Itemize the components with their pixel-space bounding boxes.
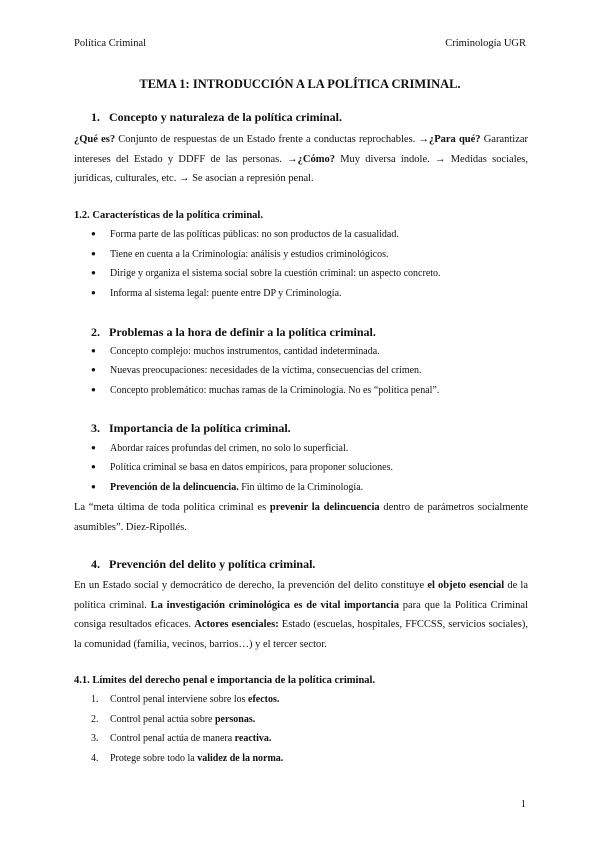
- list-item: [91, 288, 342, 299]
- section-title: Problemas a la hora de definir a la política criminal.: [109, 325, 376, 339]
- paragraph-text: para que la Política Criminal consiga resultados eficaces.: [74, 599, 529, 630]
- list-item-text: Fin último de la Criminología.: [238, 482, 364, 493]
- section-3-heading: [91, 421, 291, 436]
- list-item: [91, 365, 422, 376]
- list-item-text: Nuevas preocupaciones: necesidades de la víctima, consecuencias del crimen.: [110, 365, 422, 376]
- numbered-item: [91, 733, 271, 744]
- paragraph-text: Muy diversa índole. → Medidas sociales, jurídicas, culturales, etc. → Se asocian a represión penal.: [74, 153, 528, 184]
- list-item: [91, 462, 393, 473]
- paragraph-text: de la política criminal.: [74, 580, 529, 611]
- item-text: Control penal actúa sobre: [110, 714, 215, 725]
- subsection-1-2-heading: 1.2. Características de la política criminal.: [74, 210, 263, 221]
- list-item-text: Dirige y organiza el sistema social sobre la cuestión criminal: un aspecto concreto.: [110, 268, 441, 279]
- bullet-icon: ●: [91, 229, 96, 238]
- item-bold: validez de la norma.: [197, 753, 284, 764]
- paragraph-bold: La investigación criminológica es de vital importancia: [150, 599, 399, 611]
- list-item-text: Forma parte de las políticas públicas: no son productos de la casualidad.: [110, 229, 399, 240]
- bullet-icon: ●: [91, 288, 96, 297]
- list-item: [91, 482, 363, 493]
- section-4-heading: [91, 557, 315, 572]
- list-item-text: Abordar raíces profundas del crimen, no solo lo superficial.: [110, 443, 349, 454]
- section-1-paragraph: [74, 130, 528, 189]
- list-item-text: Informa al sistema legal: puente entre DP y Criminología.: [110, 288, 342, 299]
- section-1-heading: [91, 110, 342, 125]
- list-item-text: Política criminal se basa en datos empíricos, para proponer soluciones.: [110, 462, 393, 473]
- item-number: 2.: [91, 714, 99, 725]
- paragraph-text: Estado (escuelas, hospitales, FFCCSS, servicios sociales), la comunidad (familia, vecinos, barrios…) y el tercer sector.: [74, 619, 528, 650]
- question-how: ¿Cómo?: [297, 153, 335, 165]
- paragraph-text: En un Estado social y democrático de derecho, la prevención del delito constituye: [74, 580, 428, 591]
- paragraph-text: Conjunto de respuestas de un Estado frente a conductas reprochables. →: [115, 134, 429, 145]
- section-number: 4.: [91, 557, 100, 571]
- item-text: Control penal interviene sobre los: [110, 694, 249, 705]
- numbered-item: [91, 714, 255, 725]
- list-item: [91, 346, 380, 357]
- item-bold: personas.: [214, 714, 256, 725]
- paragraph-bold: Actores esenciales:: [194, 619, 279, 630]
- section-2-heading: [91, 325, 376, 340]
- list-item: [91, 385, 439, 396]
- paragraph-bold: prevenir la delincuencia: [269, 502, 380, 513]
- section-4-paragraph: [74, 576, 528, 654]
- section-title: Concepto y naturaleza de la política criminal.: [109, 110, 342, 124]
- subsection-4-1-heading: 4.1. Límites del derecho penal e importancia de la política criminal.: [74, 675, 376, 686]
- list-item-text: Concepto complejo: muchos instrumentos, cantidad indeterminada.: [110, 346, 380, 357]
- bullet-icon: ●: [91, 443, 96, 452]
- section-title: Importancia de la política criminal.: [109, 421, 291, 435]
- bullet-icon: ●: [91, 482, 96, 491]
- paragraph-bold: el objeto esencial: [427, 580, 505, 591]
- header-right: Criminología UGR: [445, 38, 526, 49]
- item-number: 4.: [91, 753, 99, 764]
- numbered-item: [91, 694, 279, 705]
- paragraph-text: La “meta última de toda política criminal es: [74, 502, 270, 513]
- section-number: 3.: [91, 421, 100, 435]
- list-item: [91, 249, 388, 260]
- bullet-icon: ●: [91, 249, 96, 258]
- item-bold: efectos.: [248, 694, 280, 705]
- paragraph-text: Garantizar intereses del Estado y DDFF de las personas. →: [74, 134, 529, 165]
- section-title: Prevención del delito y política criminal.: [109, 557, 316, 571]
- list-item-bold: Prevención de la delincuencia.: [110, 482, 239, 493]
- bullet-icon: ●: [91, 385, 96, 394]
- bullet-icon: ●: [91, 346, 96, 355]
- list-item-text: Tiene en cuenta a la Criminología: análisis y estudios criminológicos.: [110, 249, 389, 260]
- item-number: 1.: [91, 694, 99, 705]
- section-number: 1.: [91, 110, 100, 124]
- item-text: Protege sobre todo la: [110, 753, 198, 764]
- question-what: ¿Qué es?: [74, 134, 116, 145]
- question-why: ¿Para qué?: [428, 134, 481, 145]
- bullet-icon: ●: [91, 462, 96, 471]
- bullet-icon: ●: [91, 268, 96, 277]
- header-left: Política Criminal: [74, 38, 147, 49]
- item-number: 3.: [91, 733, 99, 744]
- document-title: TEMA 1: INTRODUCCIÓN A LA POLÍTICA CRIMINAL.: [139, 77, 461, 91]
- list-item: [91, 443, 348, 454]
- item-text: Control penal actúa de manera: [110, 733, 235, 744]
- section-number: 2.: [91, 325, 100, 339]
- paragraph-text: dentro de parámetros socialmente asumibles”. Díez-Ripollés.: [74, 502, 529, 533]
- list-item: [91, 229, 399, 240]
- list-item: [91, 268, 441, 279]
- section-3-quote: [74, 498, 528, 537]
- page-number: 1: [520, 799, 526, 810]
- item-bold: reactiva.: [234, 733, 272, 744]
- list-item-text: Concepto problemático: muchas ramas de la Criminología. No es “política penal”.: [110, 385, 440, 396]
- numbered-item: [91, 753, 283, 764]
- bullet-icon: ●: [91, 365, 96, 374]
